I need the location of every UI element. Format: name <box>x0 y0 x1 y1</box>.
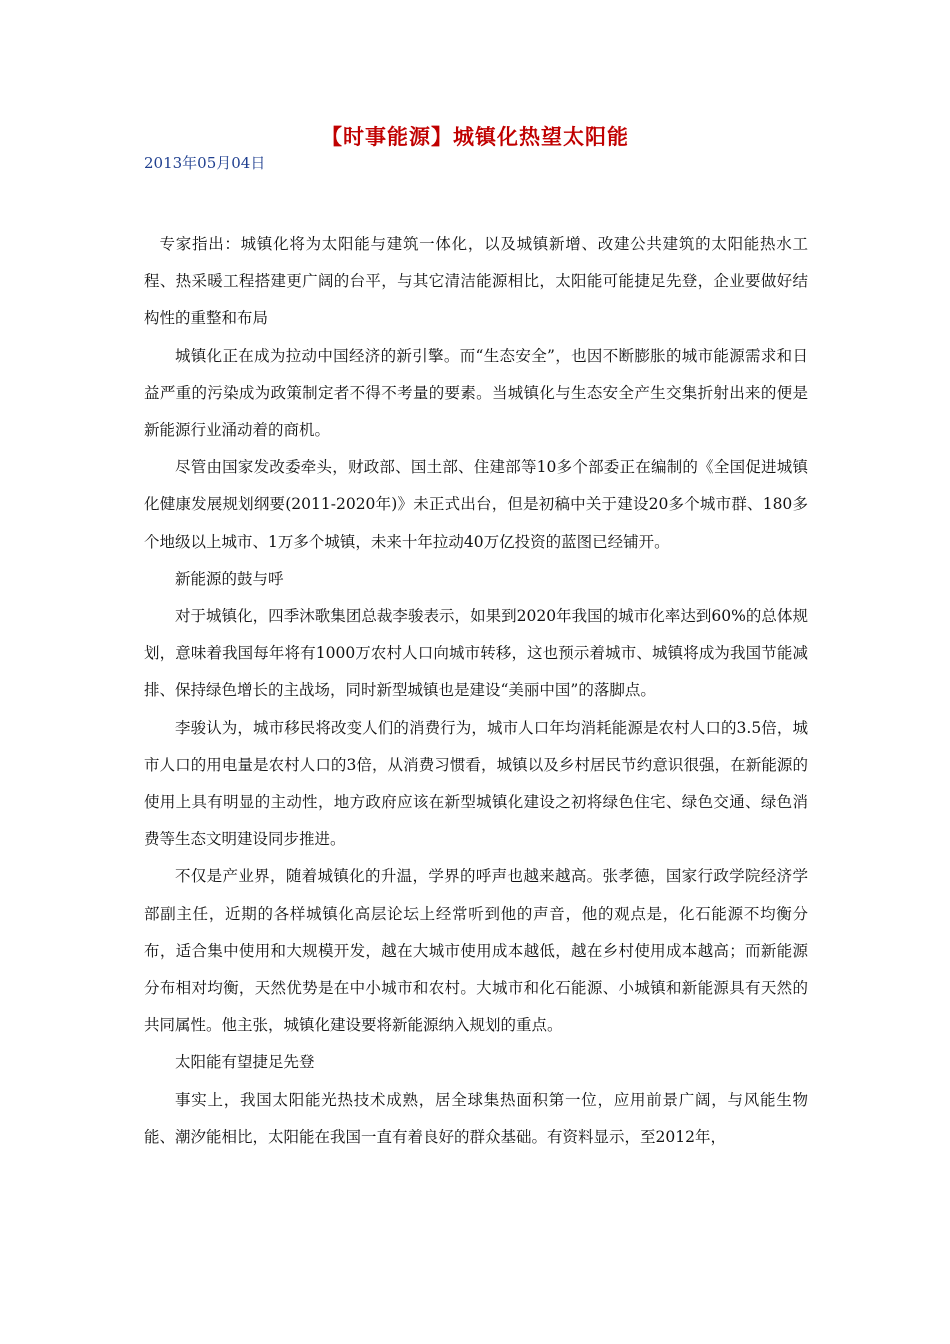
paragraph: 尽管由国家发改委牵头，财政部、国土部、住建部等10多个部委正在编制的《全国促进城镇化健康发展规划纲要(2011-2020年)》未正式出台，但是初稿中关于建设20多个城市群、180多个地级以上城市、1万多个城镇，未来十年拉动40万亿投资的蓝图已经铺开。 <box>144 458 808 551</box>
paragraph: 对于城镇化，四季沐歌集团总裁李骏表示，如果到2020年我国的城市化率达到60%的总体规划，意味着我国每年将有1000万农村人口向城市转移，这也预示着城市、城镇将成为我国节能减排、保持绿色增长的主战场，同时新型城镇也是建设“美丽中国”的落脚点。 <box>144 607 808 700</box>
article-date: 2013年05月04日 <box>144 154 266 172</box>
paragraph: 事实上，我国太阳能光热技术成熟，居全球集热面积第一位，应用前景广阔，与风能生物能、潮汐能相比，太阳能在我国一直有着良好的群众基础。有资料显示，至2012年， <box>144 1090 808 1146</box>
paragraph: 李骏认为，城市移民将改变人们的消费行为，城市人口年均消耗能源是农村人口的3.5倍，城市人口的用电量是农村人口的3倍，从消费习惯看，城镇以及乡村居民节约意识很强，在新能源的使用上具有明显的主动性，地方政府应该在新型城镇化建设之初将绿色住宅、绿色交通、绿色消费等生态文明建设同步推进。 <box>144 718 808 849</box>
paragraph-intro: 专家指出：城镇化将为太阳能与建筑一体化，以及城镇新增、改建公共建筑的太阳能热水工程、热采暖工程搭建更广阔的台平，与其它清洁能源相比，太阳能可能捷足先登，企业要做好结构性的重整和布局 <box>144 235 808 328</box>
article-title: 【时事能源】城镇化热望太阳能 <box>321 125 629 149</box>
paragraph: 不仅是产业界，随着城镇化的升温，学界的呼声也越来越高。张孝德，国家行政学院经济学部副主任，近期的各样城镇化高层论坛上经常听到他的声音，他的观点是，化石能源不均衡分布，适合集中使用和大规模开发，越在大城市使用成本越低，越在乡村使用成本越高；而新能源分布相对均衡，天然优势是在中小城市和农村。大城市和化石能源、小城镇和新能源具有天然的共同属性。他主张，城镇化建设要将新能源纳入规划的重点。 <box>144 867 808 1035</box>
section-heading: 新能源的鼓与呼 <box>175 569 284 588</box>
article-body <box>144 226 808 1156</box>
section-heading: 太阳能有望捷足先登 <box>175 1053 315 1072</box>
paragraph: 城镇化正在成为拉动中国经济的新引擎。而“生态安全”，也因不断膨胀的城市能源需求和日益严重的污染成为政策制定者不得不考量的要素。当城镇化与生态安全产生交集折射出来的便是新能源行业涌动着的商机。 <box>144 346 808 440</box>
